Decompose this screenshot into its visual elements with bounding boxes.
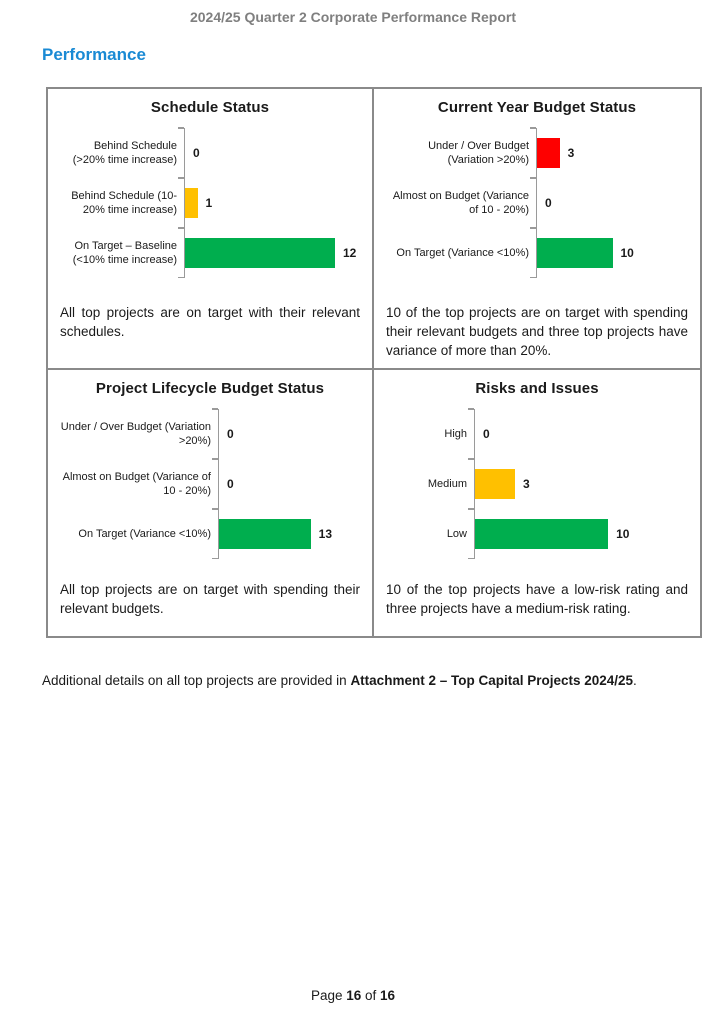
additional-note xyxy=(42,671,687,691)
category-label: Behind Schedule (10-20% time increase) xyxy=(71,189,177,216)
chart-caption: 10 of the top projects have a low-risk rating and three projects have a medium-risk rating. xyxy=(386,582,688,616)
bar xyxy=(475,469,515,499)
bar-row xyxy=(60,128,360,178)
value-label: 0 xyxy=(483,427,490,441)
bar xyxy=(185,188,198,218)
value-label: 3 xyxy=(522,477,530,491)
report-header-title: 2024/25 Quarter 2 Corporate Performance Report xyxy=(189,9,516,25)
bar-row xyxy=(386,459,688,509)
additional-note-prefix: Additional details on all top projects are provided in xyxy=(42,673,351,688)
bar-area xyxy=(184,228,360,278)
chart-cell-risks-and-issues xyxy=(374,370,700,636)
bar-row xyxy=(386,128,688,178)
value-label: 0 xyxy=(193,146,200,160)
value-label: 12 xyxy=(343,246,357,260)
bar-area xyxy=(184,178,360,228)
value-label: 0 xyxy=(545,196,552,210)
category-label: Behind Schedule (>20% time increase) xyxy=(72,139,177,166)
bar-row xyxy=(386,509,688,559)
bar-chart xyxy=(386,128,688,278)
bar-area xyxy=(536,178,688,228)
category-label: Medium xyxy=(427,477,467,490)
page-number: 16 xyxy=(346,988,362,1003)
bar-chart xyxy=(60,128,360,278)
bar-chart xyxy=(386,409,688,559)
bar-row xyxy=(60,509,360,559)
value-label: 13 xyxy=(318,527,332,541)
additional-note-suffix: . xyxy=(633,673,637,688)
value-label: 1 xyxy=(205,196,213,210)
category-label: Almost on Budget (Variance of 10 - 20%) xyxy=(392,189,529,216)
value-label: 0 xyxy=(227,427,234,441)
chart-cell-schedule-status xyxy=(48,89,374,370)
bar-row xyxy=(60,178,360,228)
bar-area xyxy=(218,509,360,559)
bar-area xyxy=(218,409,360,459)
chart-caption: All top projects are on target with spending their relevant budgets. xyxy=(60,582,360,616)
bar xyxy=(185,238,335,268)
bar-row xyxy=(386,228,688,278)
bar-area xyxy=(474,409,688,459)
category-label: Almost on Budget (Variance of 10 - 20%) xyxy=(62,470,211,497)
chart-title: Risks and Issues xyxy=(475,380,599,397)
bar-row xyxy=(60,409,360,459)
chart-caption: 10 of the top projects are on target with spending their relevant budgets and three top projects have variance of more than 20%. xyxy=(386,305,688,358)
page-title: Performance xyxy=(42,45,146,64)
chart-cell-current-year-budget-status xyxy=(374,89,700,370)
bar-row xyxy=(386,178,688,228)
bar-area xyxy=(474,509,688,559)
bar-area xyxy=(536,228,688,278)
bar-row xyxy=(386,409,688,459)
value-label: 10 xyxy=(616,527,630,541)
bar-row xyxy=(60,459,360,509)
bar-area xyxy=(218,459,360,509)
bar xyxy=(475,519,608,549)
category-label: Low xyxy=(446,527,467,540)
bar-area xyxy=(184,128,360,178)
chart-caption: All top projects are on target with their relevant schedules. xyxy=(60,305,360,339)
bar xyxy=(537,138,560,168)
page-footer-prefix: Page xyxy=(310,988,347,1003)
bar xyxy=(537,238,613,268)
attachment-reference: Attachment 2 – Top Capital Projects 2024/25 xyxy=(350,673,634,688)
category-label: Under / Over Budget (Variation >20%) xyxy=(428,139,529,166)
chart-title: Schedule Status xyxy=(150,99,270,116)
chart-title: Current Year Budget Status xyxy=(437,99,637,116)
bar-row xyxy=(60,228,360,278)
category-label: High xyxy=(444,427,467,440)
page-footer xyxy=(0,988,706,1003)
category-label: On Target – Baseline (<10% time increase) xyxy=(72,239,177,266)
bar-area xyxy=(474,459,688,509)
chart-title: Project Lifecycle Budget Status xyxy=(95,380,325,397)
bar-chart xyxy=(60,409,360,559)
page-footer-middle: of xyxy=(361,988,381,1003)
value-label: 0 xyxy=(227,477,234,491)
category-label: On Target (Variance <10%) xyxy=(78,527,211,540)
category-label: On Target (Variance <10%) xyxy=(396,246,529,259)
performance-dashboard-table xyxy=(46,87,702,638)
value-label: 10 xyxy=(620,246,634,260)
bar-area xyxy=(536,128,688,178)
category-label: Under / Over Budget (Variation >20%) xyxy=(60,420,211,447)
page-total: 16 xyxy=(380,988,396,1003)
bar xyxy=(219,519,311,549)
chart-cell-project-lifecycle-budget-status xyxy=(48,370,374,636)
value-label: 3 xyxy=(567,146,575,160)
